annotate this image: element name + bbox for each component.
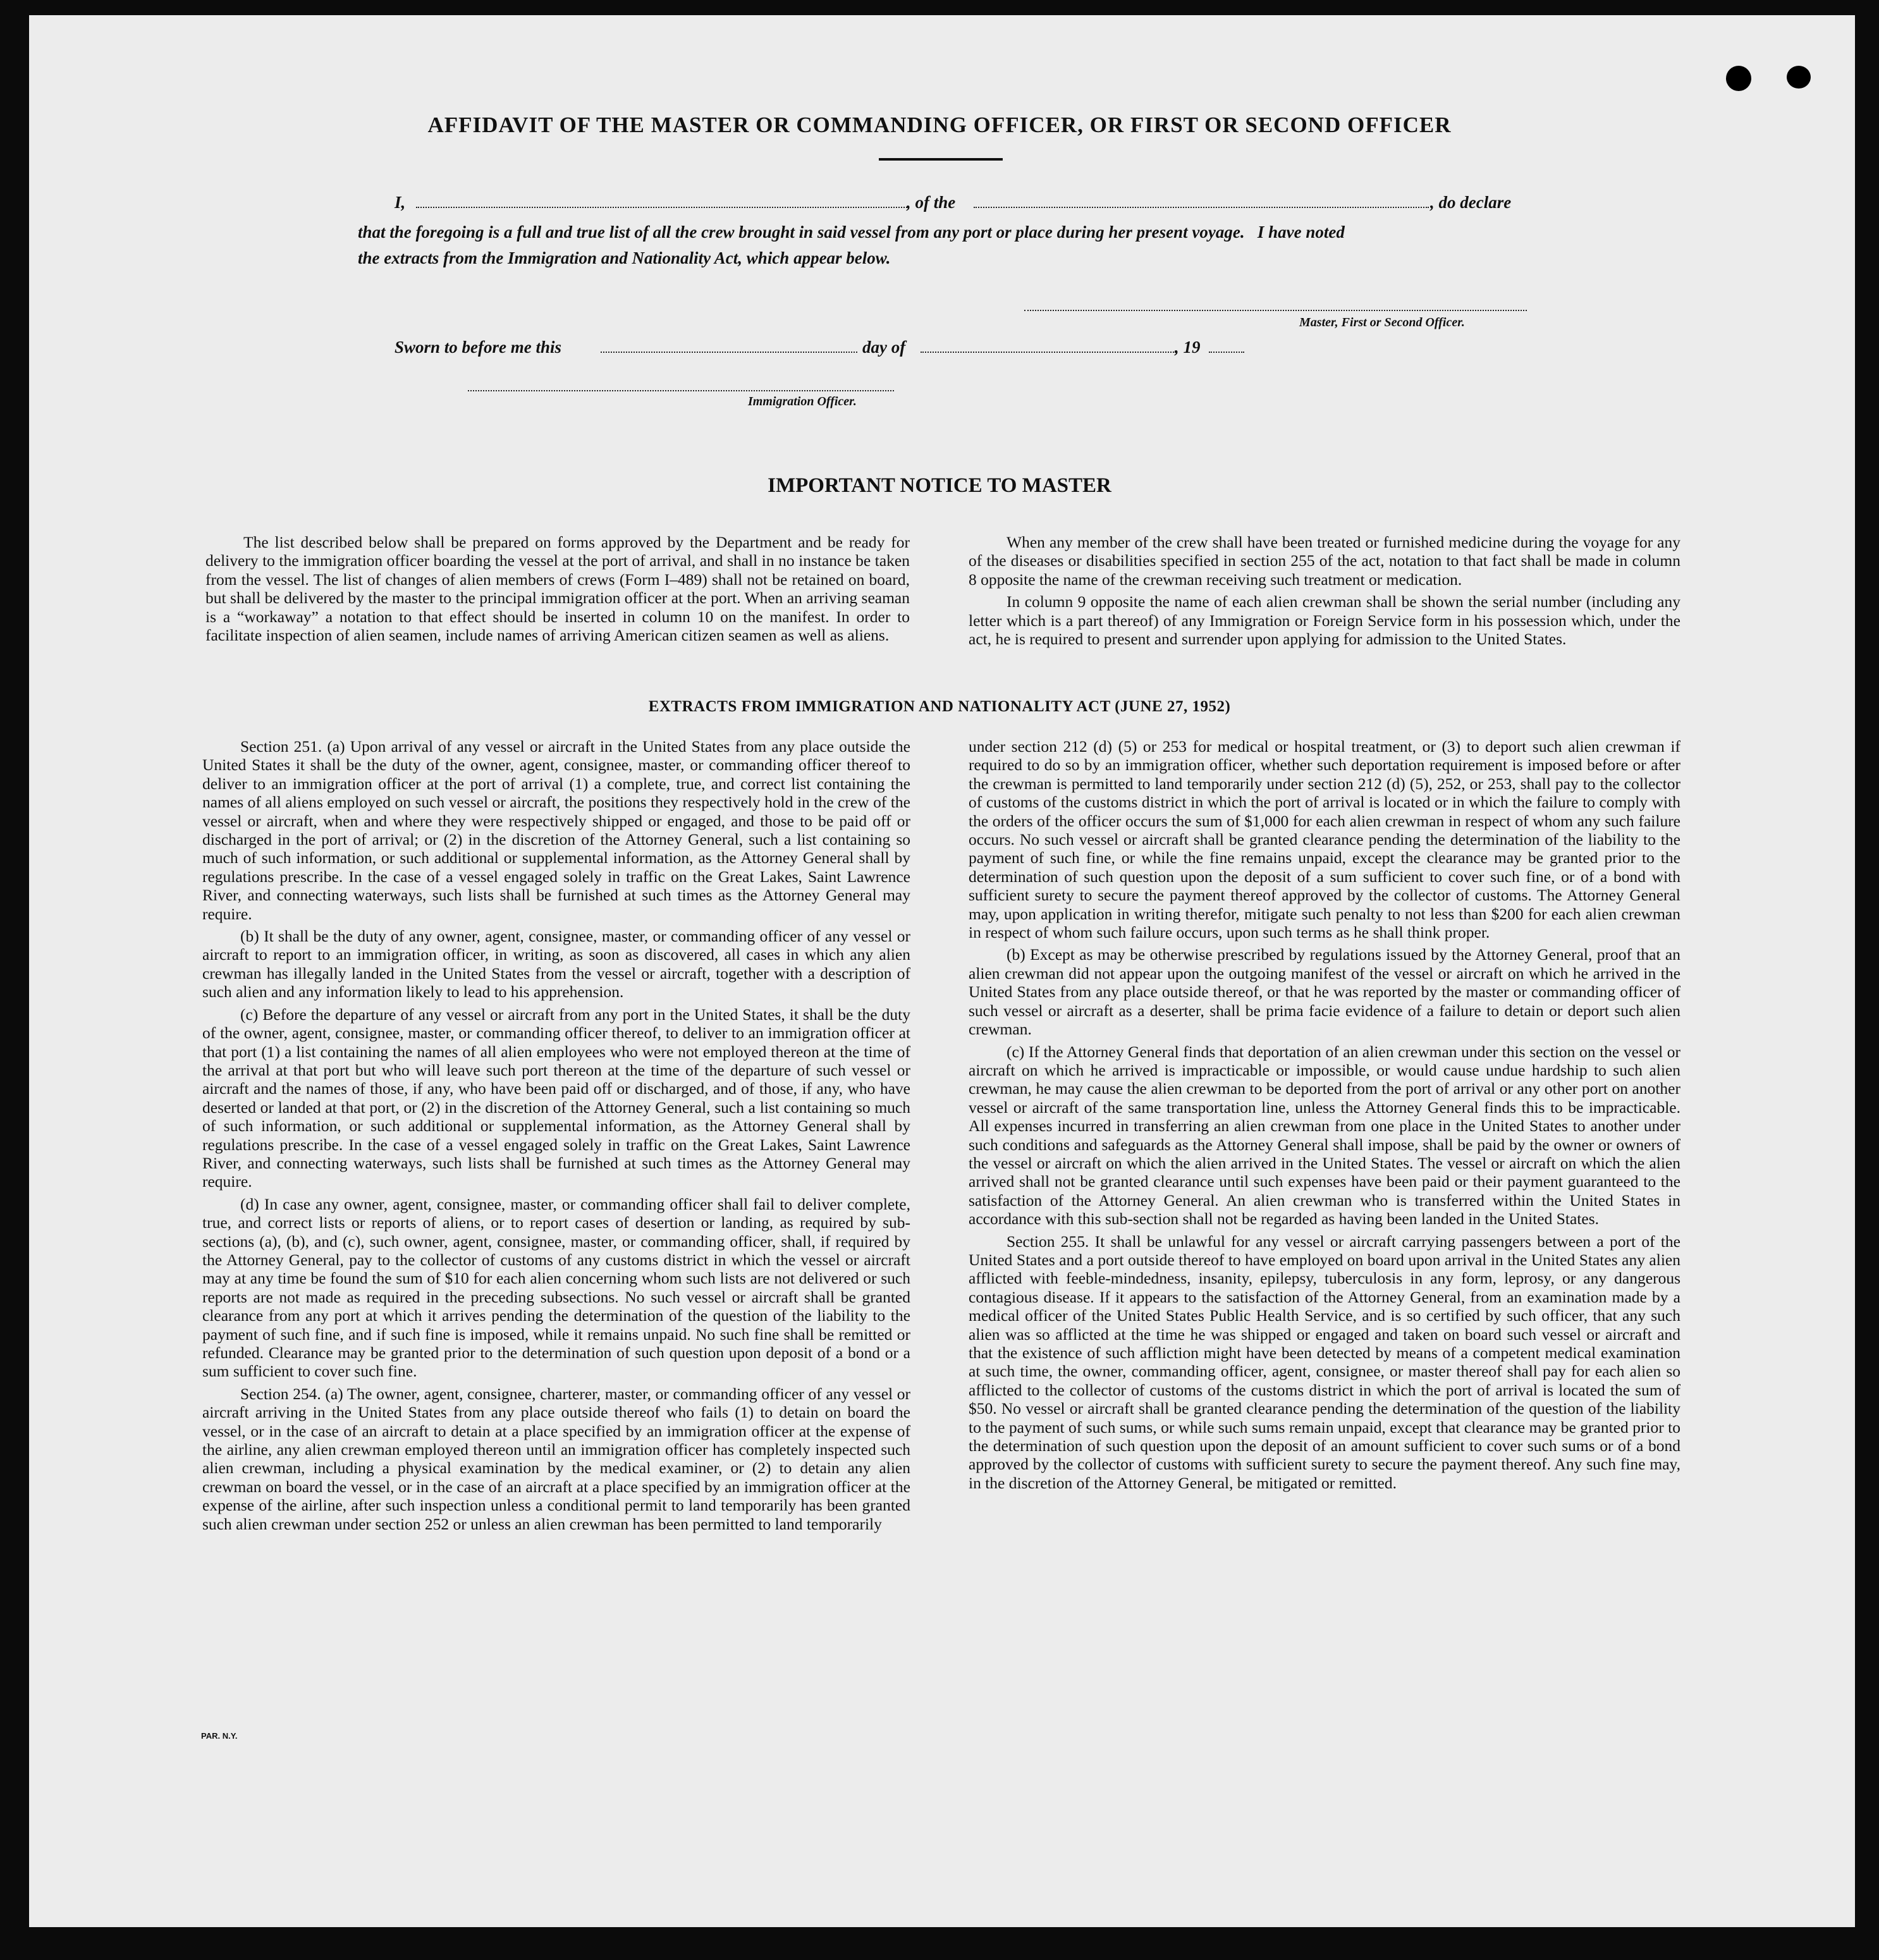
year-prefix-label: , 19 (1175, 338, 1201, 357)
day-of-label: day of (862, 338, 906, 357)
section-255: Section 255. It shall be unlawful for any vessel or aircraft carrying passengers between a port of the United States and a port outside thereof to have employed on board upon arrival in the United States any alien afflicted with feeble-mindedness, insanity, epilepsy, tuberculosis in any form, leprosy, or any dangerous contagious disease. If it appears to the satisfaction of the Attorney General, from an examination made by a medical officer of the United States Public Health Service, and is so certified by such officer, that any such alien was so afflicted at the time he was shipped or engaged and taken on board such vessel or aircraft and that the existence of such affliction might have been detected by means of a competent medical examination at such time, the owner, commanding officer, agent, consignee, or master thereof shall pay for each alien so afflicted to the collector of customs of the customs district in which the port of arrival is located the sum of $50. No vessel or aircraft shall be granted clearance pending the determination of the question of the liability to the payment of such sums, or while such sums remain unpaid, except that clearance may be granted prior to the determination of such question upon the deposit of an amount sufficient to cover such sums or of a bond approved by the collector of customs with sufficient surety to secure the payment thereof. Any such fine may, in the discretion of the Attorney General, be mitigated or remitted. (969, 1232, 1680, 1492)
section-251-d: (d) In case any owner, agent, consignee, master, or commanding officer shall fail to deliver complete, true, and correct lists or reports of aliens, or to report cases of desertion or landing, as required by sub-sections (a), (b), and (c), such owner, agent, consignee, master, or commanding officer, shall, if required by the Attorney General, pay to the collector of customs of any customs district in which the vessel or aircraft may at any time be found the sum of $10 for each alien concerning whom such lists are not delivered or such reports are not made as required in the preceding subsections. No such vessel or aircraft shall be granted clearance from any port at which it arrives pending the determination of the question of the liability to the payment of such fine, and if such fine is imposed, while it remains unpaid. No such fine shall be remitted or refunded. Clearance may be granted prior to the determination of such question upon deposit of a bond or a sum sufficient to cover such fine. (202, 1194, 910, 1381)
section-254-a: Section 254. (a) The owner, agent, consignee, charterer, master, or commanding officer of any vessel or aircraft arriving in the United States from any place outside thereof who fails (1) to detain on board the vessel, or in the case of an aircraft to detain at a place specified by an immigration officer at the expense of the airline, any alien crewman employed thereon until an immigration officer has completely inspected such alien crewman, including a physical examination by the medical examiner, or (2) to detain any alien crewman on board the vessel, or in the case of an aircraft at a place specified by an immigration officer at the expense of the airline, after such inspection unless a conditional permit to land temporarily has been granted such alien crewman under section 252 or unless an alien crewman has been permitted to land temporarily (202, 1384, 910, 1533)
extracts-title: EXTRACTS FROM IMMIGRATION AND NATIONALITY ACT (JUNE 27, 1952) (648, 698, 1231, 715)
extracts-right-column (969, 737, 1680, 1492)
notice-right-column (969, 533, 1680, 648)
officer-signature-line[interactable] (468, 390, 894, 391)
extracts-left-column (202, 737, 910, 1533)
punch-hole-right (1787, 66, 1811, 89)
section-251-c: (c) Before the departure of any vessel or aircraft from any port in the United States, it shall be the duty of the owner, agent, consignee, master, or commanding officer thereof, to deliver to an immigration officer at that port (1) a list containing the names of all alien employees who were not employed thereon at the time of the arrival at that port but who will leave such port thereon at the time of the departure of such vessel or aircraft and the names of those, if any, who have been paid off or discharged, and of those, if any, who have deserted or landed at that port, or (2) in the discretion of the Attorney General, such a list containing so much of such information, or such additional or supplemental information, as the Attorney General shall by regulations prescribe. In the case of a vessel engaged solely in traffic on the Great Lakes, Saint Lawrence River, and connecting waterways, such lists shall be furnished at such times as the Attorney General may require. (202, 1005, 910, 1191)
of-the-label: , of the (907, 193, 956, 212)
punch-hole-left (1726, 66, 1751, 91)
notice-right-paragraph-2: In column 9 opposite the name of each alien crewman shall be shown the serial number (including any letter which is a part thereof) of any Immigration or Foreign Service form in his possession which, under the act, he is required to present and surrender upon applying for admission to the United States. (969, 592, 1680, 649)
notice-right-paragraph-1: When any member of the crew shall have been treated or furnished medicine during the voyage for any of the diseases or disabilities specified in section 255 of the act, notation to that fact shall be made in column 8 opposite the name of the crewman receiving such treatment or medication. (969, 533, 1680, 589)
printer-mark: PAR. N.Y. (201, 1731, 238, 1741)
section-251-a: Section 251. (a) Upon arrival of any vessel or aircraft in the United States from any place outside the United States it shall be the duty of the owner, agent, consignee, master, or commanding officer thereof to deliver to an immigration officer at the port of arrival (1) a complete, true, and correct list containing the names of all aliens employed on such vessel or aircraft, the positions they respectively hold in the crew of the vessel or aircraft, when and where they were respectively shipped or engaged, and those to be paid off or discharged in the port of arrival; or (2) in the discretion of the Attorney General, such a list containing so much of such information, or such additional or supplemental information, as the Attorney General shall by regulations prescribe. In the case of a vessel engaged solely in traffic on the Great Lakes, Saint Lawrence River, and connecting waterways, such lists shall be furnished at such times as the Attorney General may require. (202, 737, 910, 923)
section-254-b: (b) Except as may be otherwise prescribed by regulations issued by the Attorney General, proof that an alien crewman did not appear upon the outgoing manifest of the vessel or aircraft on which he arrived in the United States from any place outside thereof, or that he was reported by the master or commanding officer of such vessel or aircraft as a deserter, shall be prima facie evidence of a failure to detain or deport such alien crewman. (969, 945, 1680, 1039)
year-blank[interactable] (1209, 352, 1244, 353)
do-declare-label: , do declare (1430, 193, 1512, 212)
section-251-b: (b) It shall be the duty of any owner, agent, consignee, master, or commanding officer of any vessel or aircraft to report to an immigration officer, in writing, as soon as discovered, all cases in which any alien crewman has illegally landed in the United States from the vessel or aircraft, together with a description of such alien and any information likely to lead to his apprehension. (202, 927, 910, 1001)
affidavit-title: AFFIDAVIT OF THE MASTER OR COMMANDING OFFICER, OR FIRST OR SECOND OFFICER (427, 113, 1452, 137)
day-blank[interactable] (601, 352, 857, 353)
notice-left-paragraph: The list described below shall be prepared on forms approved by the Department and be ready for delivery to the immigration officer boarding the vessel at the port of arrival, and shall in no instance be taken from the vessel. The list of changes of alien members of crews (Form I–489) shall not be retained on board, but shall be delivered by the master to the principal immigration officer at the port. When an arriving seaman is a “workaway” a notation to that effect should be inserted in column 10 on the manifest. In order to facilitate inspection of alien seamen, include names of arriving American citizen seamen as well as aliens. (205, 533, 910, 645)
officer-signature-caption: Immigration Officer. (748, 395, 857, 408)
sworn-label: Sworn to before me this (395, 338, 562, 357)
section-254-a-continued: under section 212 (d) (5) or 253 for medical or hospital treatment, or (3) to deport such alien crewman if required to do so by an immigration officer, whether such deportation requirement is imposed before or after the crewman is permitted to land temporarily under section 212 (d) (5), 252, or 253, shall pay to the collector of customs of the customs district in which the port of arrival is located or in which the failure to comply with the orders of the officer occurs the sum of $1,000 for each alien crewman in respect of whom any such failure occurs. No such vessel or aircraft shall be granted clearance pending the determination of the liability to the payment of such fine, or while the fine remains unpaid, except the clearance may be granted prior to the determination of such question upon the deposit of a sum sufficient to cover such fine, or of a bond with sufficient surety to secure the payment thereof approved by the collector of customs. The Attorney General may, upon application in writing therefor, mitigate such penalty to not less than $200 for each alien crewman in respect of whom such failure occurs, upon such terms as he shall think proper. (969, 737, 1680, 942)
title-rule (879, 158, 1003, 161)
vessel-blank[interactable] (974, 207, 1429, 208)
notice-title: IMPORTANT NOTICE TO MASTER (768, 474, 1111, 497)
master-signature-line[interactable] (1024, 310, 1527, 311)
master-signature-caption: Master, First or Second Officer. (1299, 315, 1465, 329)
i-label: I, (395, 193, 406, 212)
name-blank[interactable] (416, 207, 909, 208)
notice-left-column (205, 533, 910, 644)
section-254-c: (c) If the Attorney General finds that deportation of an alien crewman under this section on the vessel or aircraft on which he arrived is impracticable or impossible, or would cause undue hardship to such alien crewman, he may cause the alien crewman to be deported from the port of arrival or any other port on another vessel or aircraft of the same transportation line, unless the Attorney General finds this to be impracticable. All expenses incurred in transferring an alien crewman from one place in the United States to another under such conditions and safeguards as the Attorney General shall impose, shall be paid by the owner or owners of the vessel or aircraft on which the alien arrived in the United States. The vessel or aircraft on which the alien arrived shall not be granted clearance until such expenses have been paid or their payment guaranteed to the satisfaction of the Attorney General. An alien crewman who is transferred within the United States in accordance with this sub-section shall not be regarded as having been landed in the United States. (969, 1042, 1680, 1228)
month-blank[interactable] (921, 352, 1176, 353)
declaration-line-2: that the foregoing is a full and true list of all the crew brought in said vessel from any port or place during her present voyage. I have noted (358, 223, 1345, 242)
declaration-line-3: the extracts from the Immigration and Nationality Act, which appear below. (358, 248, 891, 267)
